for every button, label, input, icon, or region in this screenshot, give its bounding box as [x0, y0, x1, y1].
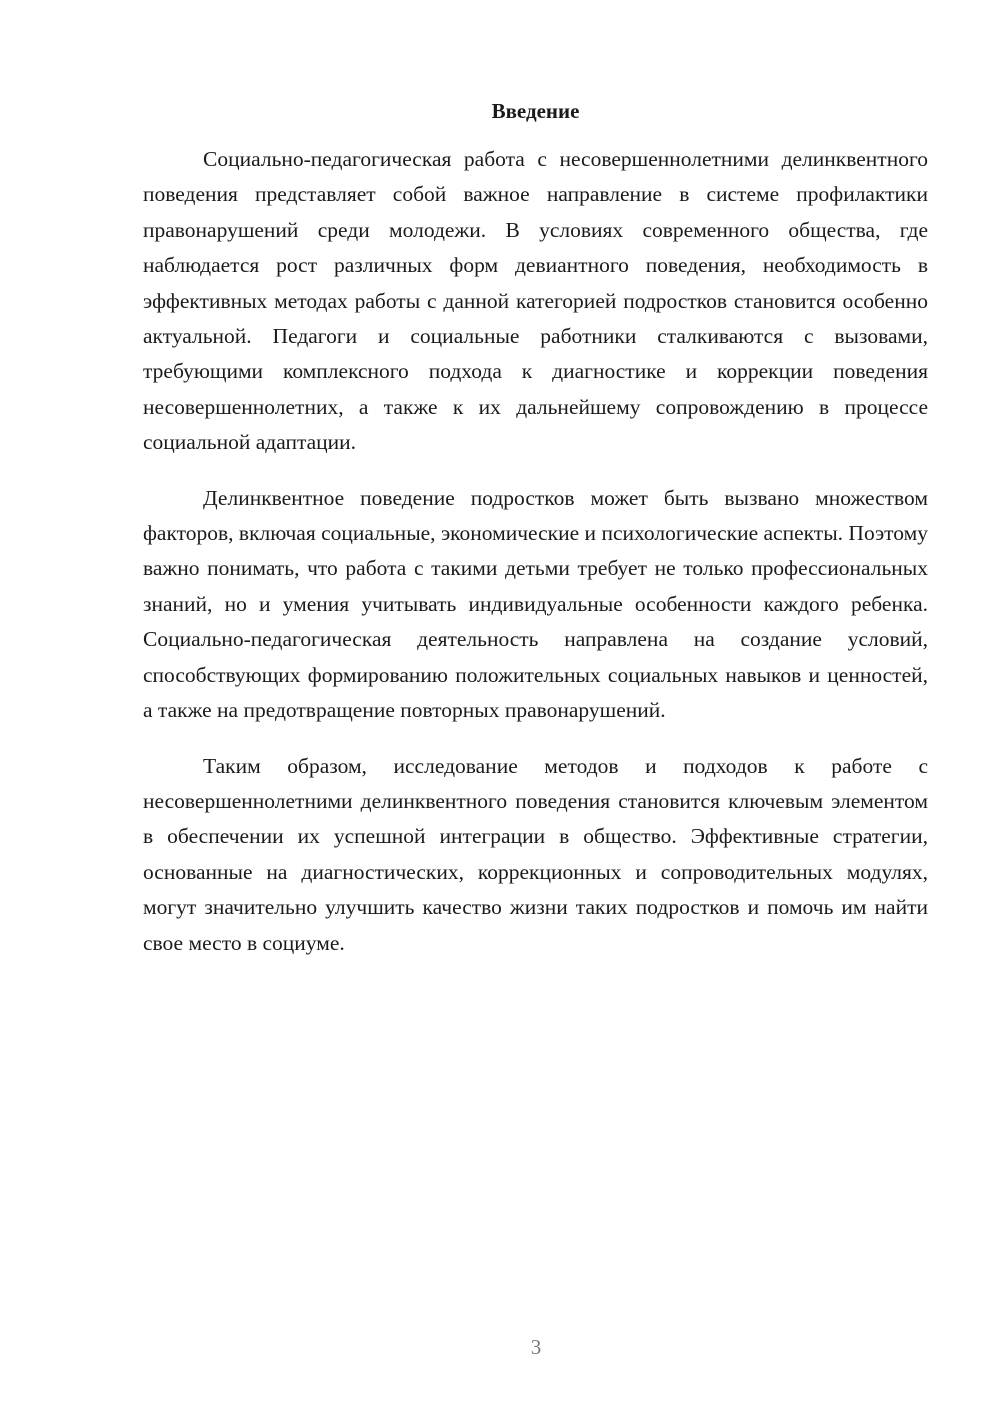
body-text — [143, 142, 928, 981]
page-number: 3 — [530, 1335, 542, 1359]
paragraph-2: Делинквентное поведение подростков может быть вызвано множеством факторов, включая социальные, экономические и психологические аспекты. Поэтому важно понимать, что работа с такими детьми требует не только профессиональных знаний, но и умения учитывать индивидуальные особенности каждого ребенка. Социально-педагогическая деятельность направлена на создание условий, способствующих формированию положительных социальных навыков и ценностей, а также на предотвращение повторных правонарушений. — [143, 485, 928, 723]
section-heading: Введение — [491, 99, 580, 123]
paragraph-1: Социально-педагогическая работа с несовершеннолетними делинквентного поведения представляет собой важное направление в системе профилактики правонарушений среди молодежи. В условиях современного общества, где наблюдается рост различных форм девиантного поведения, необходимость в эффективных методах работы с данной категорией подростков становится особенно актуальной. Педагоги и социальные работники сталкиваются с вызовами, требующими комплексного подхода к диагностике и коррекции поведения несовершеннолетних, а также к их дальнейшему сопровождению в процессе социальной адаптации. — [143, 147, 928, 455]
paragraph-3: Таким образом, исследование методов и подходов к работе с несовершеннолетними делинквентного поведения становится ключевым элементом в обеспечении их успешной интеграции в общество. Эффективные стратегии, основанные на диагностических, коррекционных и сопроводительных модулях, могут значительно улучшить качество жизни таких подростков и помочь им найти свое место в социуме. — [143, 753, 928, 955]
